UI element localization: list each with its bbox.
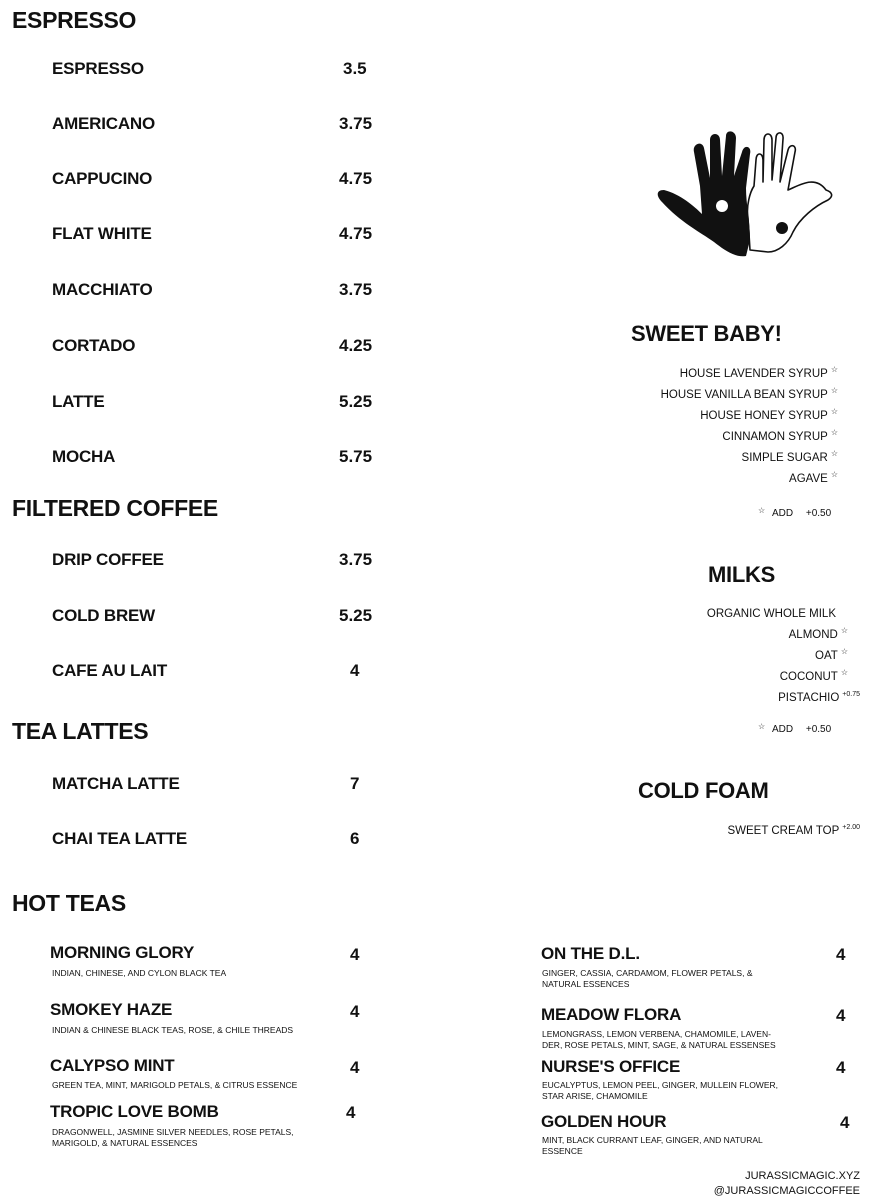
tea-name: MEADOW FLORA (541, 1005, 682, 1024)
star-icon: ☆ (840, 668, 848, 677)
tea-description: INDIAN & CHINESE BLACK TEAS, ROSE, & CHILE THREADS (52, 1025, 294, 1035)
cold-foam-price: +2.00 (842, 824, 860, 831)
tea-description: MARIGOLD, & NATURAL ESSENCES (52, 1138, 198, 1148)
menu-item-price: 4.75 (339, 169, 373, 188)
white-dot (716, 200, 728, 212)
tea-name: TROPIC LOVE BOMB (50, 1102, 219, 1121)
menu-item-name: LATTE (52, 392, 105, 411)
black-dot (776, 222, 788, 234)
tea-description: MINT, BLACK CURRANT LEAF, GINGER, AND NATURAL (542, 1135, 763, 1145)
social-handle[interactable]: @JURASSICMAGICCOFFEE (713, 1185, 860, 1197)
sweet-title: SWEET BABY! (631, 321, 782, 346)
star-icon: ☆ (840, 626, 848, 635)
star-icon: ☆ (830, 386, 838, 395)
tea-price: 4 (346, 1103, 356, 1122)
syrup-option: HOUSE HONEY SYRUP ☆ (700, 407, 838, 422)
tea-description: DER, ROSE PETALS, MINT, SAGE, & NATURAL ESSENSES (542, 1040, 776, 1050)
menu-item-name: DRIP COFFEE (52, 550, 164, 569)
tea-lattes-title: TEA LATTES (12, 718, 149, 744)
milk-option: COCONUT ☆ (779, 668, 848, 683)
menu-item-name: CORTADO (52, 336, 136, 355)
star-icon: ☆ (830, 428, 838, 437)
syrup-option: SIMPLE SUGAR ☆ (741, 449, 838, 464)
menu-item-name: FLAT WHITE (52, 224, 152, 243)
tea-name: ON THE D.L. (541, 944, 640, 963)
milk-option: OAT ☆ (815, 647, 848, 662)
two-hands-yin-yang-icon (650, 130, 840, 260)
menu-item-price: 4.75 (339, 224, 373, 243)
cold-foam-option: SWEET CREAM TOP $^{+2.00}$ (727, 824, 860, 837)
tea-name: SMOKEY HAZE (50, 1000, 173, 1019)
tea-name: CALYPSO MINT (50, 1056, 175, 1075)
menu-item-name: CHAI TEA LATTE (52, 829, 188, 848)
tea-description: GINGER, CASSIA, CARDAMOM, FLOWER PETALS, & (542, 968, 753, 978)
syrup-option: AGAVE ☆ (789, 470, 838, 485)
menu-item-name: COLD BREW (52, 606, 156, 625)
menu-item-price: 7 (350, 774, 360, 793)
pistachio-price: +0.75 (842, 691, 860, 698)
tea-price: 4 (350, 945, 360, 964)
star-icon: ☆ (830, 470, 838, 479)
tea-price: 4 (836, 1006, 846, 1025)
milk-add-line: ☆ ADD +0.50 (758, 722, 832, 735)
milk-option: PISTACHIO $^{+0.75}$ (778, 691, 860, 704)
tea-description: EUCALYPTUS, LEMON PEEL, GINGER, MULLEIN FLOWER, (542, 1080, 779, 1090)
tea-price: 4 (836, 1058, 846, 1077)
tea-description: DRAGONWELL, JASMINE SILVER NEEDLES, ROSE PETALS, (52, 1127, 294, 1137)
tea-price: 4 (350, 1058, 360, 1077)
menu-item-name: MOCHA (52, 447, 116, 466)
tea-price: 4 (840, 1113, 850, 1132)
syrup-option: HOUSE VANILLA BEAN SYRUP ☆ (660, 386, 838, 401)
menu-item-price: 5.75 (339, 447, 373, 466)
syrup-option: HOUSE LAVENDER SYRUP ☆ (679, 365, 838, 380)
milk-option: ALMOND ☆ (788, 626, 848, 641)
menu-item-price: 3.5 (343, 59, 367, 78)
tea-name: GOLDEN HOUR (541, 1112, 667, 1131)
menu-item-price: 4 (350, 661, 360, 680)
tea-name: NURSE'S OFFICE (541, 1057, 681, 1076)
tea-name: MORNING GLORY (50, 943, 195, 962)
menu-item-name: MACCHIATO (52, 280, 153, 299)
menu-item-price: 3.75 (339, 550, 373, 569)
white-hand (747, 133, 831, 252)
sweet-add-line: ☆ ADD +0.50 (758, 506, 832, 519)
tea-description: INDIAN, CHINESE, AND CYLON BLACK TEA (52, 968, 227, 978)
menu-item-price: 3.75 (339, 114, 373, 133)
tea-description: LEMONGRASS, LEMON VERBENA, CHAMOMILE, LAVEN- (542, 1029, 771, 1039)
menu-item-price: 4.25 (339, 336, 373, 355)
star-icon: ☆ (830, 407, 838, 416)
menu-item-name: CAFE AU LAIT (52, 661, 168, 680)
star-icon: ☆ (758, 722, 766, 731)
menu-item-name: MATCHA LATTE (52, 774, 180, 793)
tea-description: NATURAL ESSENCES (542, 979, 630, 989)
tea-description: STAR ARISE, CHAMOMILE (542, 1091, 648, 1101)
star-icon: ☆ (830, 365, 838, 374)
menu-item-price: 6 (350, 829, 360, 848)
footer (714, 1169, 860, 1199)
filtered-title: FILTERED COFFEE (12, 495, 218, 521)
star-icon: ☆ (830, 449, 838, 458)
milks-title: MILKS (708, 562, 775, 587)
menu-item-price: 3.75 (339, 280, 373, 299)
syrup-option: CINNAMON SYRUP ☆ (722, 428, 838, 443)
tea-description: ESSENCE (542, 1146, 583, 1156)
star-icon: ☆ (758, 506, 766, 515)
hot-teas-title: HOT TEAS (12, 890, 126, 916)
black-hand (658, 131, 751, 256)
tea-description: GREEN TEA, MINT, MARIGOLD PETALS, & CITRUS ESSENCE (52, 1080, 298, 1090)
tea-price: 4 (836, 945, 846, 964)
menu-item-name: CAPPUCINO (52, 169, 153, 188)
star-icon: ☆ (840, 647, 848, 656)
menu-item-price: 5.25 (339, 392, 373, 411)
menu-item-name: ESPRESSO (52, 59, 144, 78)
menu-item-price: 5.25 (339, 606, 373, 625)
espresso-title: ESPRESSO (12, 7, 137, 33)
website-link[interactable]: JURASSICMAGIC.XYZ (745, 1170, 860, 1182)
tea-price: 4 (350, 1002, 360, 1021)
cold-foam-title: COLD FOAM (638, 778, 769, 803)
menu-item-name: AMERICANO (52, 114, 156, 133)
milk-option: ORGANIC WHOLE MILK (706, 608, 836, 620)
